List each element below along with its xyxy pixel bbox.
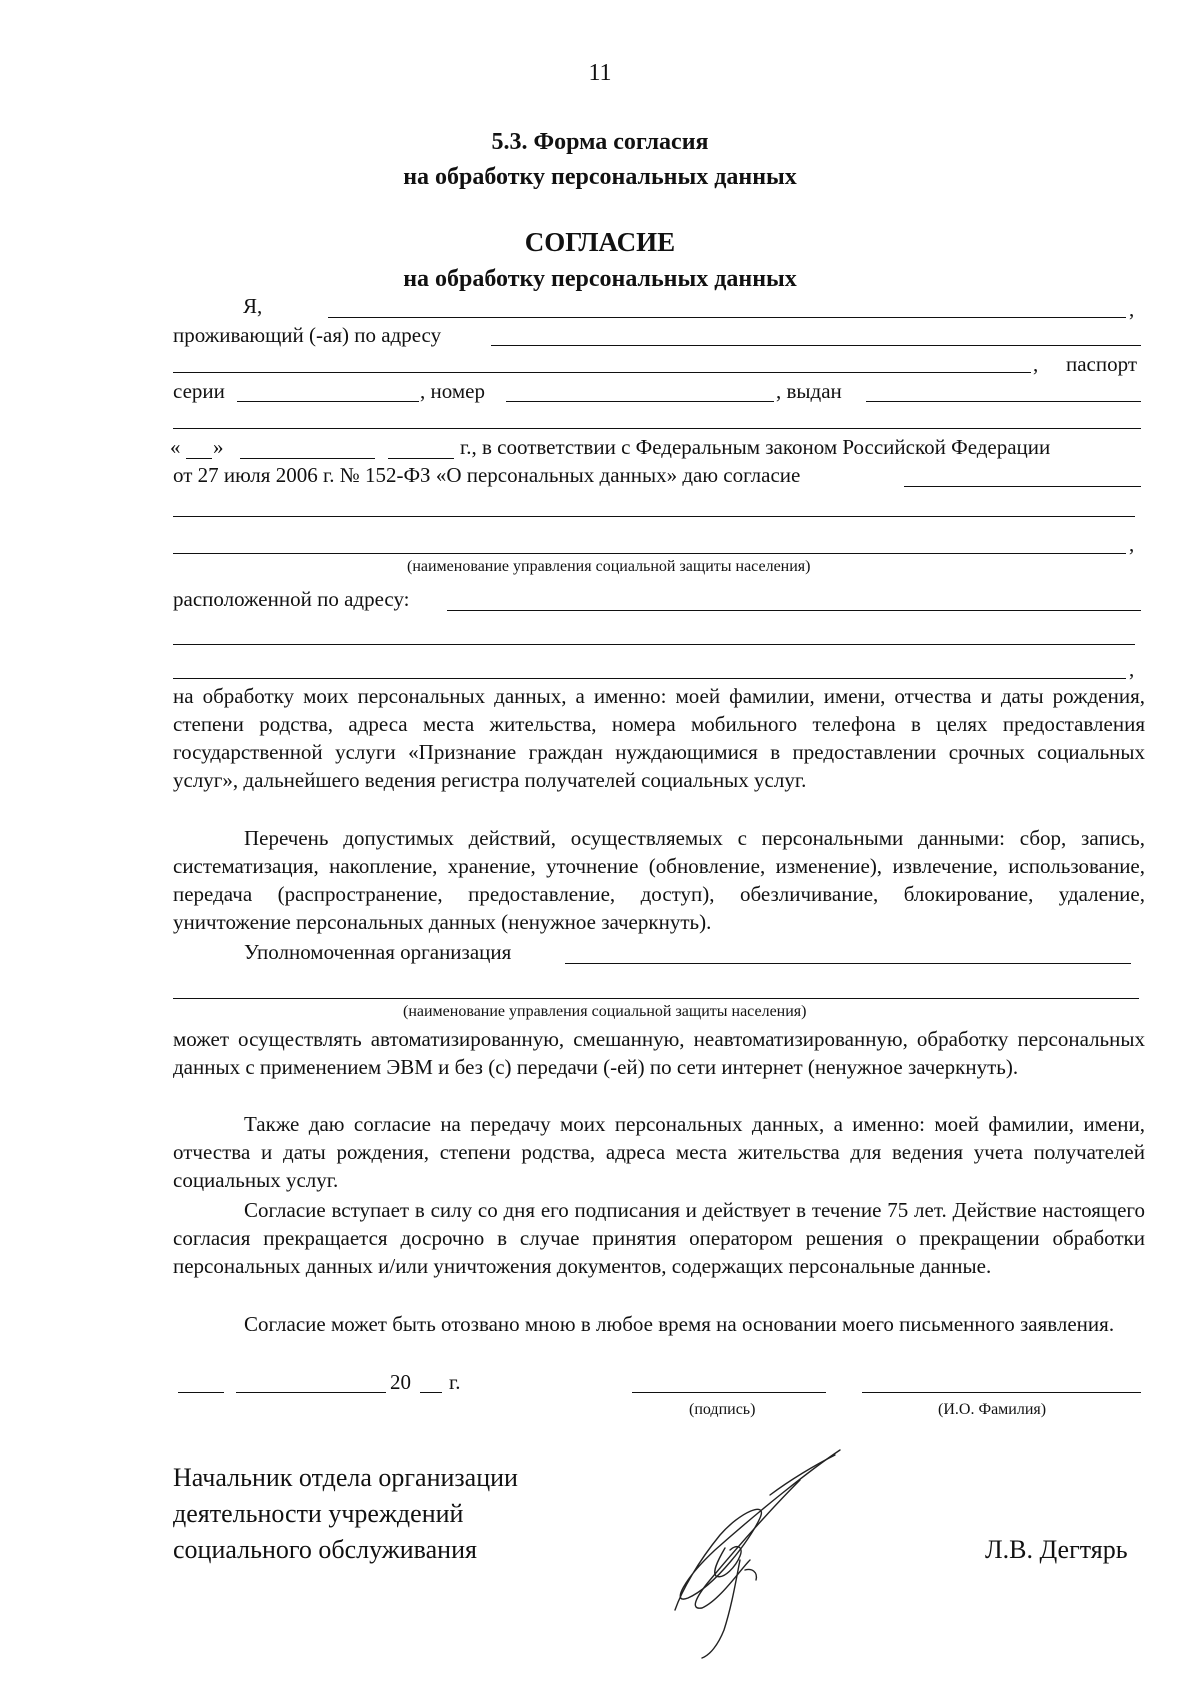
passport-number-field[interactable] [506,401,774,402]
address-field[interactable] [491,345,1141,346]
number-label: , номер [420,379,485,403]
field-caption: (наименование управления социальной защиты населения) [403,1003,807,1020]
ya-label: Я, [243,294,263,318]
section-title: 5.3. Форма согласия [491,129,709,155]
processing-paragraph: может осуществлять автоматизированную, смешанную, неавтоматизированную, обработку персональных данных с применением ЭВМ и без (с) передачи (-ей) по сети интернет (ненужное зачеркнуть). [173,1027,1145,1079]
passport-series-field[interactable] [237,401,419,402]
position-line-2: деятельности учреждений [173,1499,464,1528]
sign-day-field[interactable] [178,1392,224,1393]
year-suffix: г. [449,1370,461,1394]
doc-subtitle: на обработку персональных данных [403,266,797,292]
comma: , [1129,657,1135,681]
transfer-paragraph: Также даю согласие на передачу моих персональных данных, а именно: моей фамилии, имени, отчества и даты рождения, степени родства, адреса места жительства для ведения учета получателей социальных услуг. [173,1112,1145,1192]
passport-label: паспорт [1066,352,1138,376]
signer-name: Л.В. Дегтярь [985,1535,1128,1564]
issued-label: , выдан [776,379,842,403]
fullname-field[interactable] [328,317,1126,318]
sign-year-field[interactable] [420,1392,442,1393]
name-caption: (И.О. Фамилия) [938,1401,1047,1418]
operator-address-field-3[interactable] [173,678,1126,679]
year-label: 20 [390,1370,411,1394]
operator-field-2[interactable] [173,516,1135,517]
authorized-org-field-2[interactable] [173,998,1139,999]
quote-open: « [170,435,181,459]
issue-year-field[interactable] [388,458,454,459]
handwritten-signature [640,1440,860,1660]
operator-address-field-2[interactable] [173,644,1135,645]
consent-paragraph: на обработку моих персональных данных, а именно: моей фамилии, имени, отчества и даты рождения, степени родства, адреса места жительства, номера мобильного телефона в целях предоставления государственной услуги «Признание граждан нуждающимися в предоставлении срочных социальных услуг», дальнейшего ведения регистра получателей социальных услуг. [173,684,1145,792]
comma: , [1033,352,1039,376]
revocation-paragraph: Согласие может быть отозвано мною в любое время на основании моего письменного заявления. [244,1312,1115,1336]
page-number: 11 [588,60,612,86]
position-line-1: Начальник отдела организации [173,1463,518,1492]
authorized-org-field[interactable] [565,963,1131,964]
quote-close: » [213,435,224,459]
signature-field[interactable] [632,1392,826,1393]
field-caption: (наименование управления социальной защиты населения) [407,558,811,575]
operator-address-field[interactable] [447,610,1141,611]
issued-by-field-2[interactable] [173,428,1141,429]
located-label: расположенной по адресу: [173,587,410,611]
address-label: проживающий (-ая) по адресу [173,323,442,347]
issue-day-field[interactable] [186,458,212,459]
signature-caption: (подпись) [689,1401,756,1418]
actions-paragraph: Перечень допустимых действий, осуществляемых с персональными данными: сбор, запись, систематизация, накопление, хранение, уточнение (обновление, изменение), извлечение, использование, передача (распространение, предоставление, доступ), обезличивание, блокирование, удаление, уничтожение персональных данных (ненужное зачеркнуть). [173,826,1145,934]
address-field-2[interactable] [173,372,1031,373]
comma: , [1129,297,1135,321]
section-subtitle: на обработку персональных данных [403,164,797,190]
doc-title: СОГЛАСИЕ [524,227,676,257]
position-line-3: социального обслуживания [173,1535,477,1564]
date-tail: г., в соответствии с Федеральным законом Российской Федерации [460,435,1051,459]
issue-month-field[interactable] [240,458,375,459]
authorized-org-label: Уполномоченная организация [244,940,512,964]
comma: , [1129,532,1135,556]
operator-field[interactable] [904,486,1141,487]
operator-field-3[interactable] [173,553,1126,554]
issued-by-field[interactable] [866,401,1141,402]
validity-paragraph: Согласие вступает в силу со дня его подписания и действует в течение 75 лет. Действие настоящего согласия прекращается досрочно в случае принятия оператором решения о прекращении обработки персональных данных и/или уничтожения документов, содержащих персональные данные. [173,1198,1145,1278]
name-field[interactable] [862,1392,1141,1393]
series-label: серии [173,379,225,403]
law-reference: от 27 июля 2006 г. № 152-ФЗ «О персональных данных» даю согласие [173,463,801,487]
sign-month-field[interactable] [236,1392,386,1393]
